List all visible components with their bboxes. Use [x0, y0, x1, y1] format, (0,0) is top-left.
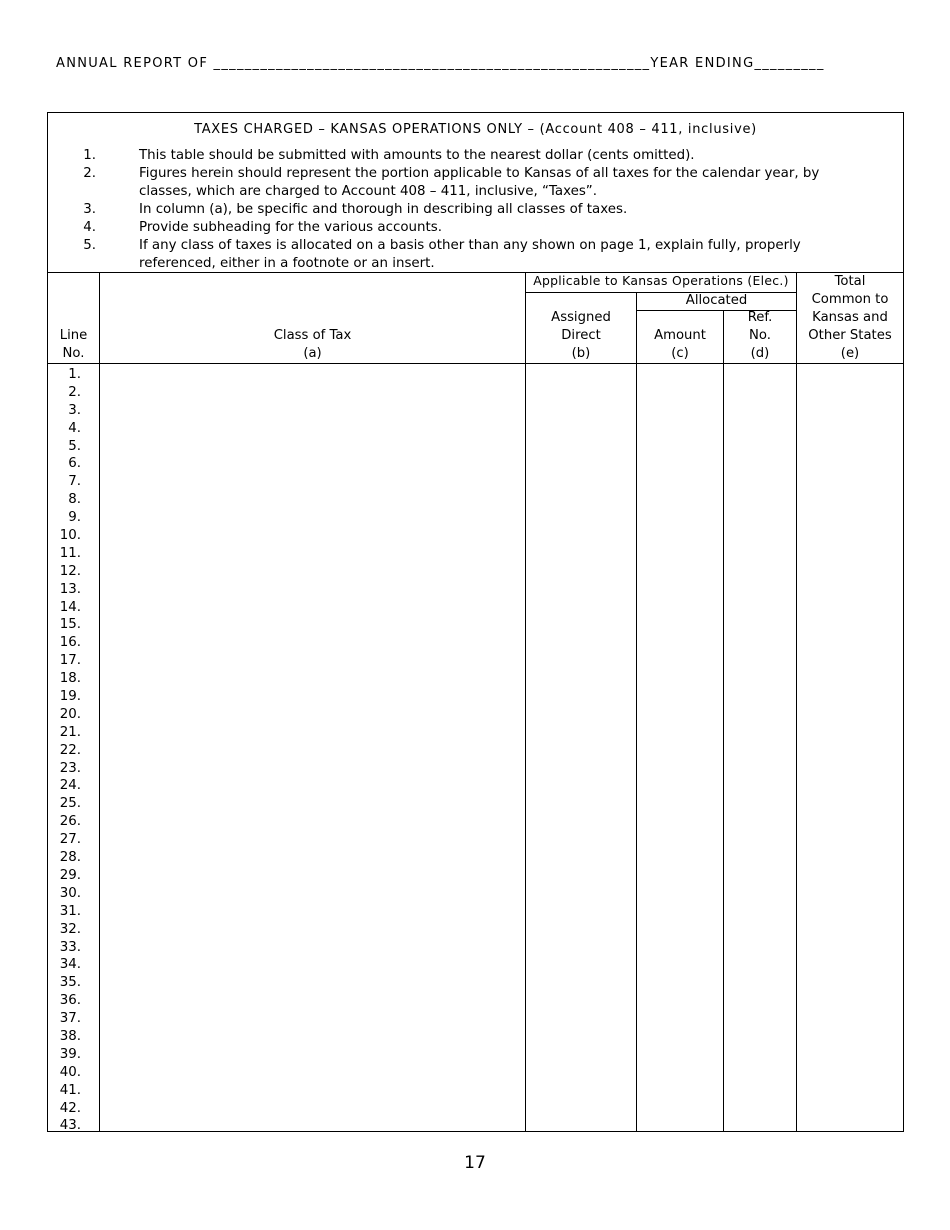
col-header-total — [797, 273, 903, 363]
line-number: 26. — [59, 814, 81, 830]
line-number: 41. — [59, 1082, 81, 1098]
report-header: ANNUAL REPORT OF ________________________________________________________YEAR ENDING_________ — [56, 56, 825, 71]
line-number: 42. — [59, 1100, 81, 1116]
header-line: Kansas and — [812, 310, 888, 325]
line-number: 3. — [68, 402, 81, 418]
header-line: No. — [62, 346, 85, 361]
line-number: 13. — [59, 581, 81, 597]
line-number: 11. — [59, 545, 81, 561]
column-divider-amount — [723, 310, 724, 1131]
line-number: 25. — [59, 796, 81, 812]
instruction-text: This table should be submitted with amounts to the nearest dollar (cents omitted). — [139, 148, 695, 163]
header-line: Other States — [808, 328, 892, 343]
instruction-text: Figures herein should represent the portion applicable to Kansas of all taxes for the calendar year, by — [139, 166, 820, 181]
line-number: 24. — [59, 778, 81, 794]
taxes-form — [47, 112, 904, 1132]
line-number: 8. — [68, 492, 81, 508]
header-line: Direct — [561, 328, 601, 343]
header-line: Common to — [811, 292, 889, 307]
line-number: 17. — [59, 653, 81, 669]
instruction-text: referenced, either in a footnote or an insert. — [139, 256, 435, 271]
instruction-number: 3. — [83, 202, 96, 217]
col-header-ref-no — [724, 309, 796, 363]
line-number: 40. — [59, 1064, 81, 1080]
line-number: 14. — [59, 599, 81, 615]
line-number: 35. — [59, 975, 81, 991]
line-number: 27. — [59, 832, 81, 848]
header-line: Total — [834, 274, 866, 289]
line-number: 5. — [68, 438, 81, 454]
header-line: (c) — [671, 346, 689, 361]
line-number: 22. — [59, 742, 81, 758]
instruction-text: classes, which are charged to Account 408 – 411, inclusive, “Taxes”. — [139, 184, 597, 199]
page-number: 17 — [464, 1153, 486, 1173]
line-number: 19. — [59, 689, 81, 705]
line-number-column — [48, 366, 100, 1135]
line-number: 6. — [68, 456, 81, 472]
line-number: 12. — [59, 563, 81, 579]
line-number: 30. — [59, 885, 81, 901]
instructions-section — [48, 113, 903, 273]
col-header-amount — [637, 327, 723, 363]
col-header-class-of-tax — [100, 327, 525, 363]
instruction-number: 4. — [83, 220, 96, 235]
line-number: 4. — [68, 420, 81, 436]
line-number: 16. — [59, 635, 81, 651]
line-number: 31. — [59, 903, 81, 919]
instruction-number: 5. — [83, 238, 96, 253]
form-title: TAXES CHARGED – KANSAS OPERATIONS ONLY – (Account 408 – 411, inclusive) — [194, 122, 757, 137]
column-divider-assigned — [636, 292, 637, 1131]
line-number: 15. — [59, 617, 81, 633]
line-number: 33. — [59, 939, 81, 955]
header-line: (e) — [840, 346, 860, 361]
line-number: 29. — [59, 867, 81, 883]
line-number: 32. — [59, 921, 81, 937]
line-number: 18. — [59, 671, 81, 687]
col-header-line-no — [48, 327, 99, 363]
line-number: 38. — [59, 1028, 81, 1044]
col-header-assigned-direct — [526, 309, 636, 363]
line-number: 1. — [68, 367, 81, 382]
line-number: 28. — [59, 850, 81, 866]
line-number: 9. — [68, 510, 81, 526]
allocated-header: Allocated — [685, 293, 748, 308]
column-divider-ref — [796, 272, 797, 1131]
header-line: (b) — [571, 346, 591, 361]
line-number: 39. — [59, 1046, 81, 1062]
header-line: Assigned — [551, 310, 611, 325]
line-number: 37. — [59, 1011, 81, 1027]
header-line: (a) — [303, 346, 322, 361]
header-line: Line — [59, 328, 88, 343]
instruction-text: Provide subheading for the various accounts. — [139, 220, 442, 235]
line-number: 23. — [59, 760, 81, 776]
header-line: (d) — [750, 346, 770, 361]
instruction-text: In column (a), be specific and thorough in describing all classes of taxes. — [139, 202, 628, 217]
line-number: 21. — [59, 724, 81, 740]
header-line: Ref. — [747, 310, 773, 325]
group-header-kansas-ops: Applicable to Kansas Operations (Elec.) — [533, 273, 789, 288]
line-number: 10. — [59, 528, 81, 544]
instruction-text: If any class of taxes is allocated on a basis other than any shown on page 1, explain fully, properly — [139, 238, 801, 253]
header-line: No. — [749, 328, 771, 343]
line-number: 36. — [59, 993, 81, 1009]
column-divider-class — [525, 272, 526, 1131]
line-number: 34. — [59, 957, 81, 973]
header-line: Amount — [654, 328, 706, 343]
line-number: 43. — [59, 1118, 81, 1134]
instruction-number: 1. — [83, 148, 96, 163]
line-number: 7. — [68, 474, 81, 490]
header-bottom-rule — [48, 363, 903, 364]
line-number: 2. — [68, 384, 81, 400]
instruction-number: 2. — [83, 166, 96, 181]
header-line: Class of Tax — [273, 328, 352, 343]
line-number: 20. — [59, 706, 81, 722]
